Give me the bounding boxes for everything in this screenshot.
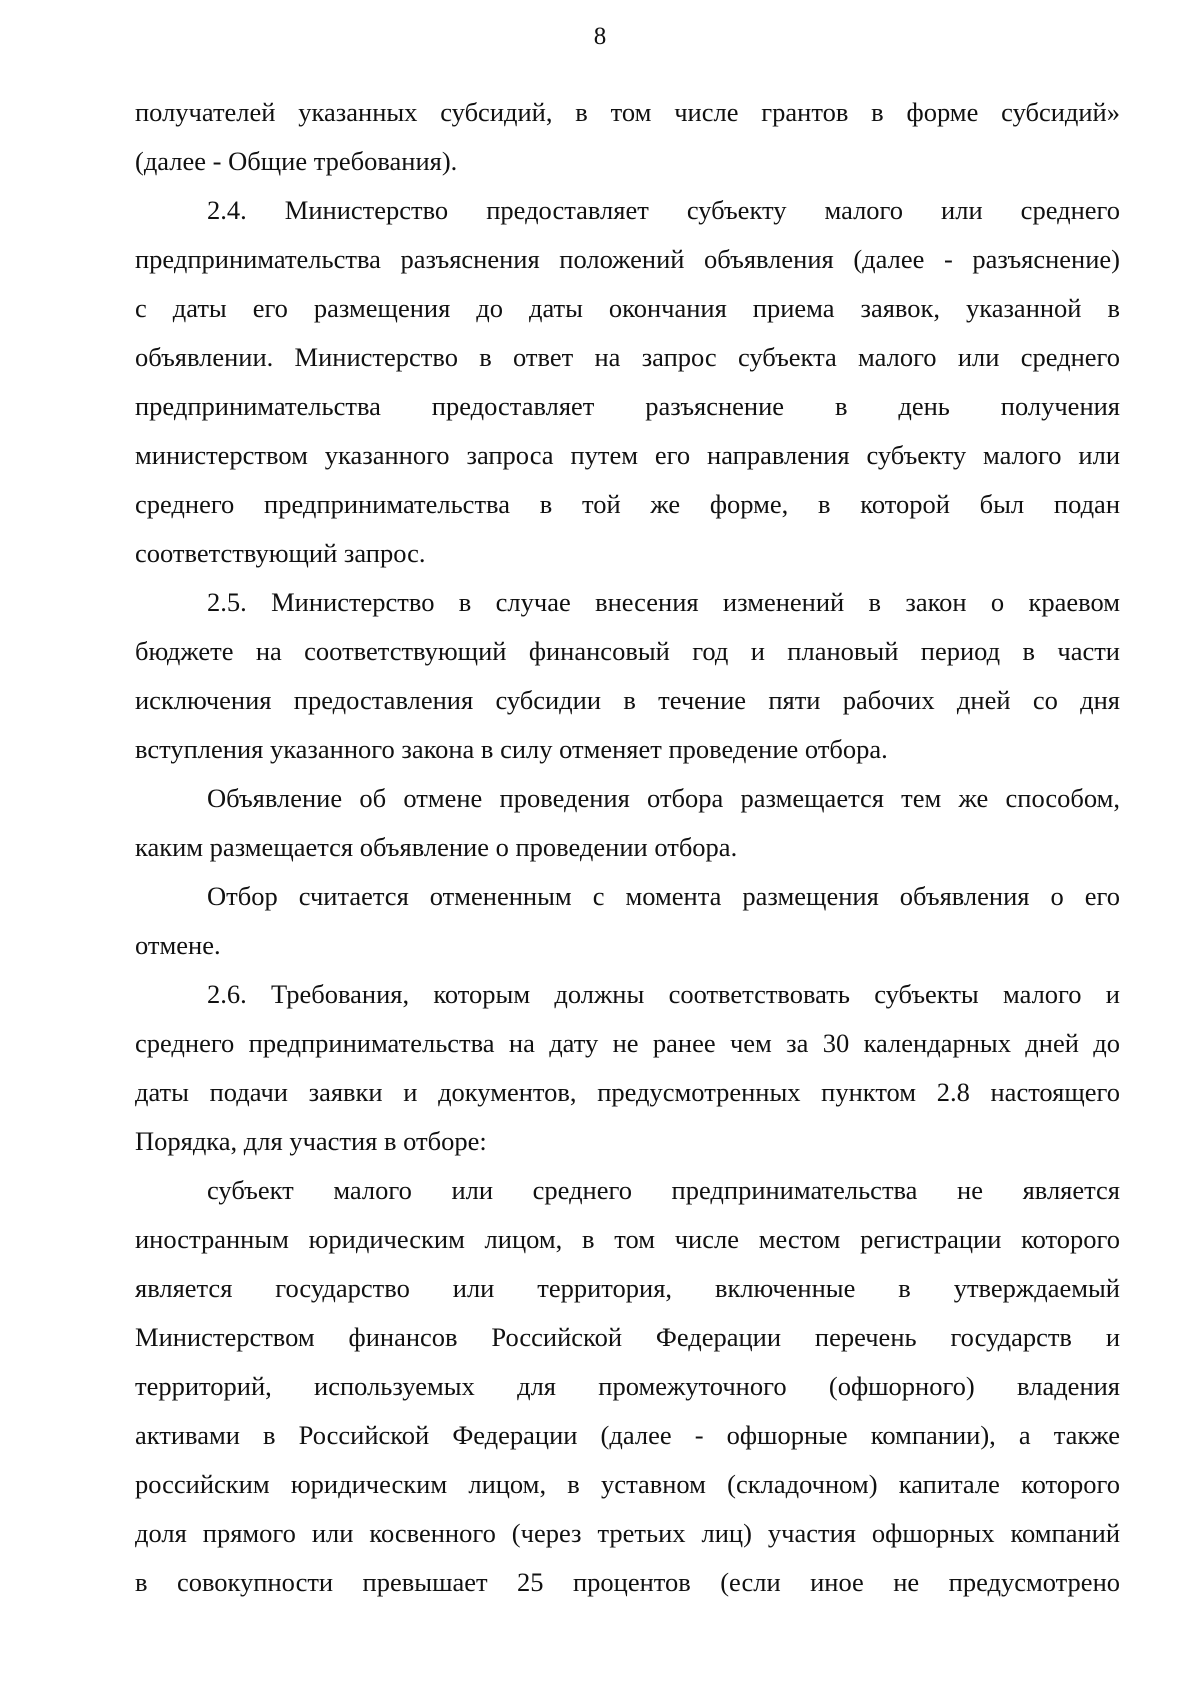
- text-line: объявлении. Министерство в ответ на запрос субъекта малого или среднего: [135, 342, 1120, 372]
- text-line: доля прямого или косвенного (через третьих лиц) участия офшорных компаний: [135, 1518, 1120, 1548]
- text-line: предпринимательства разъяснения положений объявления (далее - разъяснение): [135, 244, 1120, 274]
- text-line: активами в Российской Федерации (далее - офшорные компании), а также: [135, 1420, 1120, 1450]
- text-line: Порядка, для участия в отборе:: [135, 1126, 487, 1156]
- text-line: среднего предпринимательства в той же форме, в которой был подан: [135, 489, 1120, 519]
- paragraph-cancelled-selection-first-line: Отбор считается отмененным с момента размещения объявления о его: [207, 881, 1120, 911]
- text-line: исключения предоставления субсидии в течение пяти рабочих дней со дня: [135, 685, 1120, 715]
- text-line: среднего предпринимательства на дату не ранее чем за 30 календарных дней до: [135, 1028, 1120, 1058]
- paragraph-requirement-first-line: субъект малого или среднего предпринимательства не является: [207, 1175, 1120, 1205]
- text-line: вступления указанного закона в силу отменяет проведение отбора.: [135, 734, 888, 764]
- document-body: [135, 88, 1120, 1607]
- text-line: территорий, используемых для промежуточного (офшорного) владения: [135, 1371, 1120, 1401]
- text-line: бюджете на соответствующий финансовый год и плановый период в части: [135, 636, 1120, 666]
- text-line: предпринимательства предоставляет разъяснение в день получения: [135, 391, 1120, 421]
- paragraph-2-6-first-line: 2.6. Требования, которым должны соответствовать субъекты малого и: [207, 979, 1120, 1009]
- paragraph-2-5-first-line: 2.5. Министерство в случае внесения изменений в закон о краевом: [207, 587, 1120, 617]
- text-line: в совокупности превышает 25 процентов (если иное не предусмотрено: [135, 1567, 1120, 1597]
- page-number: 8: [593, 23, 607, 50]
- text-line: является государство или территория, включенные в утверждаемый: [135, 1273, 1120, 1303]
- paragraph-cancellation-notice-first-line: Объявление об отмене проведения отбора размещается тем же способом,: [207, 783, 1120, 813]
- text-line: (далее - Общие требования).: [135, 146, 458, 176]
- paragraph-2-4-first-line: 2.4. Министерство предоставляет субъекту малого или среднего: [207, 195, 1120, 225]
- text-line: Министерством финансов Российской Федерации перечень государств и: [135, 1322, 1120, 1352]
- text-line: получателей указанных субсидий, в том числе грантов в форме субсидий»: [135, 97, 1120, 127]
- text-line: каким размещается объявление о проведении отбора.: [135, 832, 738, 862]
- text-line: российским юридическим лицом, в уставном (складочном) капитале которого: [135, 1469, 1120, 1499]
- text-line: министерством указанного запроса путем его направления субъекту малого или: [135, 440, 1120, 470]
- text-line: отмене.: [135, 930, 221, 960]
- text-line: иностранным юридическим лицом, в том числе местом регистрации которого: [135, 1224, 1120, 1254]
- text-line: соответствующий запрос.: [135, 538, 426, 568]
- text-line: даты подачи заявки и документов, предусмотренных пунктом 2.8 настоящего: [135, 1077, 1120, 1107]
- text-line: с даты его размещения до даты окончания приема заявок, указанной в: [135, 293, 1120, 323]
